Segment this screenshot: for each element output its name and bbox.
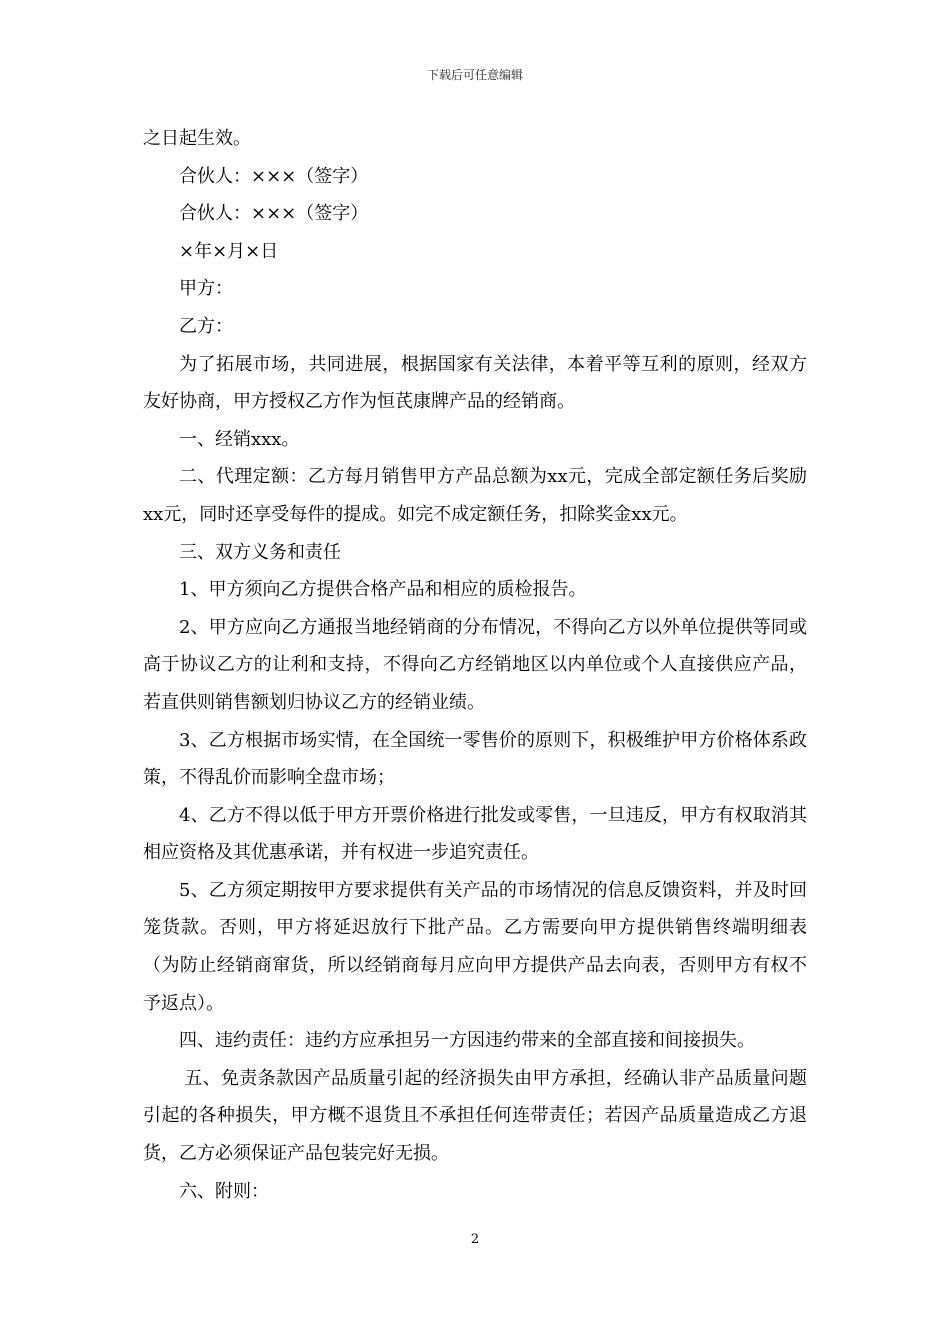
paragraph-section-3: 三、双方义务和责任 (179, 541, 341, 563)
paragraph-clause-3-1: 1、甲方须向乙方提供合格产品和相应的质检报告。 (179, 579, 587, 601)
paragraph-clause-3-4: 4、乙方不得以低于甲方开票价格进行批发或零售，一旦违反，甲方有权取消其相应资格及其优惠承诺，并有权进一步追究责任。 (143, 804, 807, 864)
paragraph-partner-signature-1: 合伙人：×××（签字） (179, 165, 369, 187)
paragraph-section-5: 五、免责条款因产品质量引起的经济损失由甲方承担，经确认非产品质量问题引起的各种损失，甲方概不退货且不承担任何连带责任；若因产品质量造成乙方退货，乙方必须保证产品包装完好无损。 (143, 1067, 807, 1165)
paragraph-section-1: 一、经销xxx。 (179, 428, 300, 450)
paragraph-clause-3-2: 2、甲方应向乙方通报当地经销商的分布情况，不得向乙方以外单位提供等同或高于协议乙方的让利和支持，不得向乙方经销地区以内单位或个人直接供应产品，若直供则销售额划归协议乙方的经销业绩。 (143, 616, 807, 713)
document-body (143, 120, 807, 1210)
paragraph-section-6: 六、附则： (179, 1180, 269, 1202)
paragraph-date: ×年×月×日 (179, 240, 279, 262)
paragraph-section-2: 二、代理定额：乙方每月销售甲方产品总额为xx元，完成全部定额任务后奖励xx元，同时还享受每件的提成。如完不成定额任务，扣除奖金xx元。 (143, 466, 807, 525)
paragraph-effective-date: 之日起生效。 (143, 128, 251, 149)
paragraph-party-b: 乙方： (179, 315, 233, 337)
page-header: 下载后可任意编辑 (426, 68, 523, 82)
paragraph-party-a: 甲方： (179, 278, 233, 300)
paragraph-preamble: 为了拓展市场，共同进展，根据国家有关法律，本着平等互利的原则，经双方友好协商，甲方授权乙方作为恒芪康牌产品的经销商。 (143, 353, 807, 413)
paragraph-clause-3-5: 5、乙方须定期按甲方要求提供有关产品的市场情况的信息反馈资料，并及时回笼货款。否则，甲方将延迟放行下批产品。乙方需要向甲方提供销售终端明细表（为防止经销商窜货，所以经销商每月应向甲方提供产品去向表，否则甲方有权不予返点）。 (143, 879, 807, 1014)
paragraph-clause-3-3: 3、乙方根据市场实情，在全国统一零售价的原则下，积极维护甲方价格体系政策，不得乱价而影响全盘市场； (143, 729, 807, 789)
page-number: 2 (470, 1232, 480, 1247)
paragraph-section-4: 四、违约责任：违约方应承担另一方因违约带来的全部直接和间接损失。 (179, 1030, 755, 1052)
paragraph-partner-signature-2: 合伙人：×××（签字） (179, 203, 369, 225)
